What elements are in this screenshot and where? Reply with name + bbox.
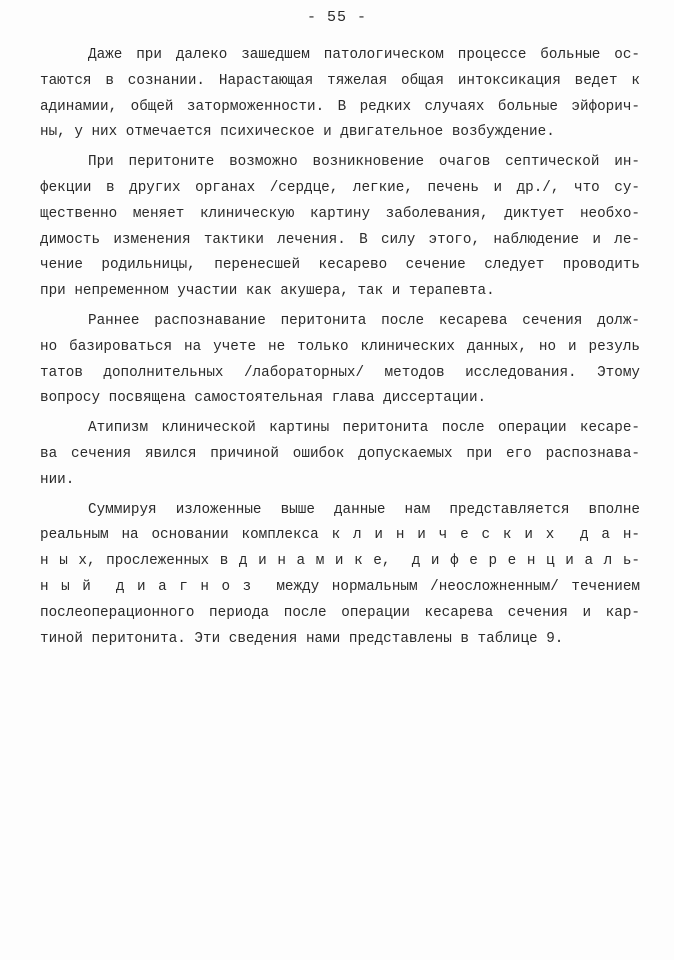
text-line: фекции в других органах /сердце, легкие, печень и др./, что су- [40, 179, 640, 196]
paragraph-5 [40, 498, 640, 653]
text-line: татов дополнительных /лабораторных/ методов исследования. Этому [40, 364, 640, 381]
text-line: Раннее распознавание перитонита после кесарева сечения долж- [88, 312, 640, 329]
text-line: адинамии, общей заторможенности. В редких случаях больные эйфорич- [40, 98, 640, 115]
text-line: вопросу посвящена самостоятельная глава диссертации. [40, 390, 487, 407]
page-number: - 55 - [306, 9, 367, 26]
text-line: н ы й д и а г н о з между нормальным /неосложненным/ течением [40, 578, 640, 595]
paragraph-1 [40, 43, 640, 146]
text-line: таются в сознании. Нарастающая тяжелая общая интоксикация ведет к [40, 72, 640, 89]
paragraph-3 [40, 309, 640, 412]
text-line: Атипизм клинической картины перитонита после операции кесаре- [88, 420, 640, 437]
text-line: нии. [40, 471, 75, 488]
text-line: при непременном участии как акушера, так и терапевта. [40, 283, 495, 300]
text-line: Даже при далеко зашедшем патологическом процессе больные ос- [88, 47, 640, 63]
text-line: реальным на основании комплекса к л и н и ч е с к и х д а н- [40, 527, 640, 544]
text-line: тиной перитонита. Эти сведения нами представлены в таблице 9. [40, 630, 564, 647]
text-line: Суммируя изложенные выше данные нам представляется вполне [88, 501, 640, 518]
text-line: При перитоните возможно возникновение очагов септической ин- [88, 154, 640, 171]
text-line: ва сечения явился причиной ошибок допускаемых при его распознава- [40, 445, 640, 462]
text-line: но базироваться на учете не только клинических данных, но и резуль [40, 338, 640, 355]
text-line: щественно меняет клиническую картину заболевания, диктует необхо- [40, 205, 640, 222]
body-text [40, 43, 640, 652]
text-line: ны, у них отмечается психическое и двигательное возбуждение. [40, 124, 555, 141]
text-line: послеоперационного периода после операции кесарева сечения и кар- [40, 604, 640, 621]
paragraph-4 [40, 416, 640, 493]
paragraph-2 [40, 150, 640, 305]
text-line: димость изменения тактики лечения. В силу этого, наблюдение и ле- [40, 231, 640, 248]
text-line: чение родильницы, перенесшей кесарево сечение следует проводить [40, 257, 640, 274]
text-line: н ы х, прослеженных в д и н а м и к е, д и ф е р е н ц и а л ь- [40, 553, 640, 570]
